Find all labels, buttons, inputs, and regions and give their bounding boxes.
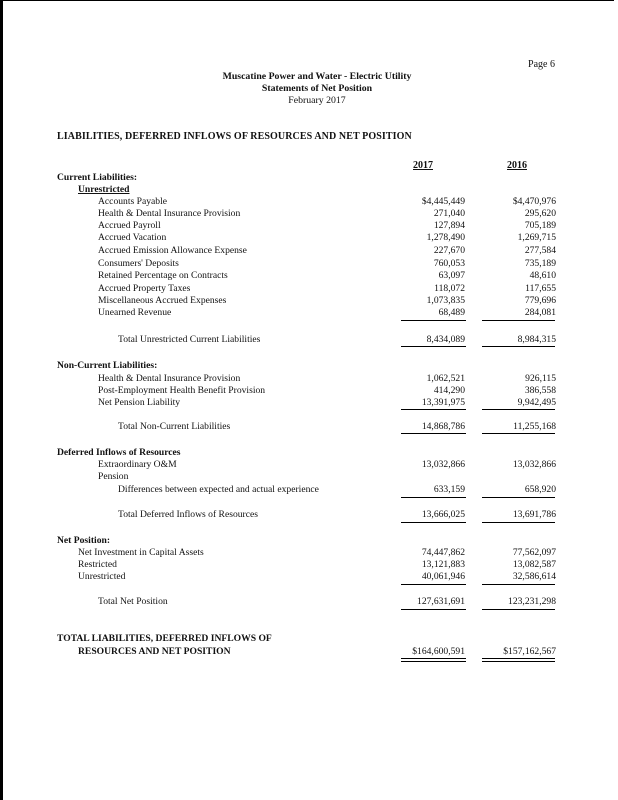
subtotal-rule — [482, 497, 555, 498]
row-label: Accrued Emission Allowance Expense — [98, 245, 247, 256]
value-2016: 705,189 — [524, 220, 556, 231]
row-label: Pension — [98, 471, 129, 482]
row-label: Health & Dental Insurance Provision — [98, 208, 241, 219]
table-row — [0, 484, 618, 496]
period-title: February 2017 — [288, 95, 346, 106]
table-row — [0, 373, 618, 385]
value-2016: 295,620 — [524, 208, 556, 219]
total-2017: 127,631,691 — [417, 596, 465, 607]
total-row — [0, 509, 618, 521]
total-rule — [401, 522, 466, 523]
table-row — [0, 571, 618, 583]
value-2017: 118,072 — [434, 283, 465, 294]
total-rule — [482, 522, 555, 523]
row-label: Unearned Revenue — [98, 307, 172, 318]
noncurrent-liabilities-heading: Non-Current Liabilities: — [57, 360, 158, 371]
entity-title: Muscatine Power and Water - Electric Utility — [222, 71, 412, 82]
total-2016: 123,231,298 — [508, 596, 556, 607]
page-number: Page 6 — [528, 59, 555, 70]
value-2016: 13,082,587 — [512, 559, 556, 570]
value-2016: $4,470,976 — [512, 196, 556, 207]
total-2017: 14,868,786 — [421, 421, 465, 432]
total-label: Total Unrestricted Current Liabilities — [118, 334, 261, 345]
double-rule — [482, 658, 555, 662]
subtotal-rule — [482, 320, 555, 321]
row-label: Accrued Vacation — [98, 232, 167, 243]
table-row — [0, 385, 618, 397]
row-label: Extraordinary O&M — [98, 459, 177, 470]
value-2017: 1,278,490 — [426, 232, 465, 243]
statement-title: Statements of Net Position — [261, 83, 373, 94]
value-2017: 68,489 — [438, 307, 465, 318]
table-row — [0, 307, 618, 319]
value-2017: 760,053 — [433, 258, 465, 269]
grand-total-2017: $164,600,591 — [412, 646, 465, 657]
row-label: Consumers' Deposits — [98, 258, 179, 269]
value-2016: 48,610 — [529, 270, 556, 281]
value-2017: 414,290 — [433, 385, 465, 396]
page-edge-top — [0, 0, 614, 1]
deferred-inflows-heading: Deferred Inflows of Resources — [57, 447, 181, 458]
net-position-heading: Net Position: — [57, 535, 111, 546]
value-2017: $4,445,449 — [421, 196, 465, 207]
row-label: Retained Percentage on Contracts — [98, 270, 228, 281]
value-2016: 9,942,495 — [517, 397, 556, 408]
value-2017: 633,159 — [433, 484, 465, 495]
grand-total-label-line2: RESOURCES AND NET POSITION — [78, 646, 231, 657]
total-rule — [401, 346, 466, 347]
table-row — [0, 258, 618, 270]
table-row — [0, 220, 618, 232]
value-2016: 277,584 — [524, 245, 556, 256]
value-2017: 271,040 — [433, 208, 465, 219]
total-label: Total Deferred Inflows of Resources — [118, 509, 258, 520]
column-header-2016: 2016 — [507, 160, 527, 171]
row-label: Unrestricted — [78, 571, 126, 582]
table-row — [0, 208, 618, 220]
subtotal-rule — [401, 409, 466, 410]
unrestricted-subheading: Unrestricted — [78, 184, 130, 195]
value-2017: 40,061,946 — [421, 571, 465, 582]
total-2017: 8,434,089 — [426, 334, 465, 345]
total-rule — [482, 433, 555, 434]
value-2017: 74,447,862 — [421, 547, 465, 558]
row-label: Net Pension Liability — [98, 397, 181, 408]
table-row — [0, 232, 618, 244]
row-label: Post-Employment Health Benefit Provision — [98, 385, 266, 396]
total-label: Total Net Position — [98, 596, 168, 607]
value-2017: 13,391,975 — [421, 397, 465, 408]
total-rule — [482, 609, 555, 610]
total-rule — [401, 609, 466, 610]
subtotal-rule — [482, 584, 555, 585]
row-label: Accounts Payable — [98, 196, 168, 207]
row-label: Restricted — [78, 559, 117, 570]
table-row — [0, 397, 618, 409]
total-rule — [482, 346, 555, 347]
grand-total-2016: $157,162,567 — [503, 646, 556, 657]
row-label: Miscellaneous Accrued Expenses — [98, 295, 227, 306]
value-2016: 13,032,866 — [512, 459, 556, 470]
table-row — [0, 245, 618, 257]
value-2016: 32,586,614 — [512, 571, 556, 582]
total-label: Total Non-Current Liabilities — [118, 421, 231, 432]
total-row — [0, 421, 618, 433]
value-2017: 1,073,835 — [426, 295, 465, 306]
grand-total-label-line1: TOTAL LIABILITIES, DEFERRED INFLOWS OF — [57, 633, 272, 644]
total-row — [0, 334, 618, 346]
value-2016: 658,920 — [524, 484, 556, 495]
subtotal-rule — [401, 320, 466, 321]
total-2017: 13,666,025 — [421, 509, 465, 520]
total-2016: 8,984,315 — [517, 334, 556, 345]
value-2016: 735,189 — [524, 258, 556, 269]
row-label: Health & Dental Insurance Provision — [98, 373, 241, 384]
table-row — [0, 559, 618, 571]
value-2016: 386,558 — [524, 385, 556, 396]
row-label: Accrued Property Taxes — [98, 283, 191, 294]
table-row — [0, 459, 618, 471]
subtotal-rule — [401, 584, 466, 585]
current-liabilities-heading: Current Liabilities: — [57, 172, 138, 183]
table-row — [0, 196, 618, 208]
subtotal-rule — [482, 409, 555, 410]
row-label: Differences between expected and actual experience — [118, 484, 319, 495]
total-2016: 11,255,168 — [513, 421, 556, 432]
value-2017: 63,097 — [438, 270, 465, 281]
column-header-2017: 2017 — [413, 160, 433, 171]
table-row — [0, 295, 618, 307]
value-2017: 227,670 — [433, 245, 465, 256]
value-2016: 1,269,715 — [517, 232, 556, 243]
total-row — [0, 596, 618, 608]
row-label: Net Investment in Capital Assets — [78, 547, 204, 558]
value-2016: 926,115 — [525, 373, 556, 384]
table-row — [0, 283, 618, 295]
table-row — [0, 270, 618, 282]
total-2016: 13,691,786 — [512, 509, 556, 520]
table-row — [0, 471, 618, 483]
subtotal-rule — [401, 497, 466, 498]
total-rule — [401, 433, 466, 434]
table-row — [0, 547, 618, 559]
value-2017: 13,121,883 — [421, 559, 465, 570]
value-2017: 1,062,521 — [426, 373, 465, 384]
value-2017: 13,032,866 — [421, 459, 465, 470]
double-rule — [401, 658, 466, 662]
value-2016: 117,655 — [525, 283, 556, 294]
value-2016: 77,562,097 — [512, 547, 556, 558]
value-2017: 127,894 — [433, 220, 465, 231]
grand-total-row — [0, 646, 618, 658]
row-label: Accrued Payroll — [98, 220, 161, 231]
value-2016: 284,081 — [524, 307, 556, 318]
value-2016: 779,696 — [524, 295, 556, 306]
section-title: LIABILITIES, DEFERRED INFLOWS OF RESOURCES AND NET POSITION — [57, 131, 412, 142]
